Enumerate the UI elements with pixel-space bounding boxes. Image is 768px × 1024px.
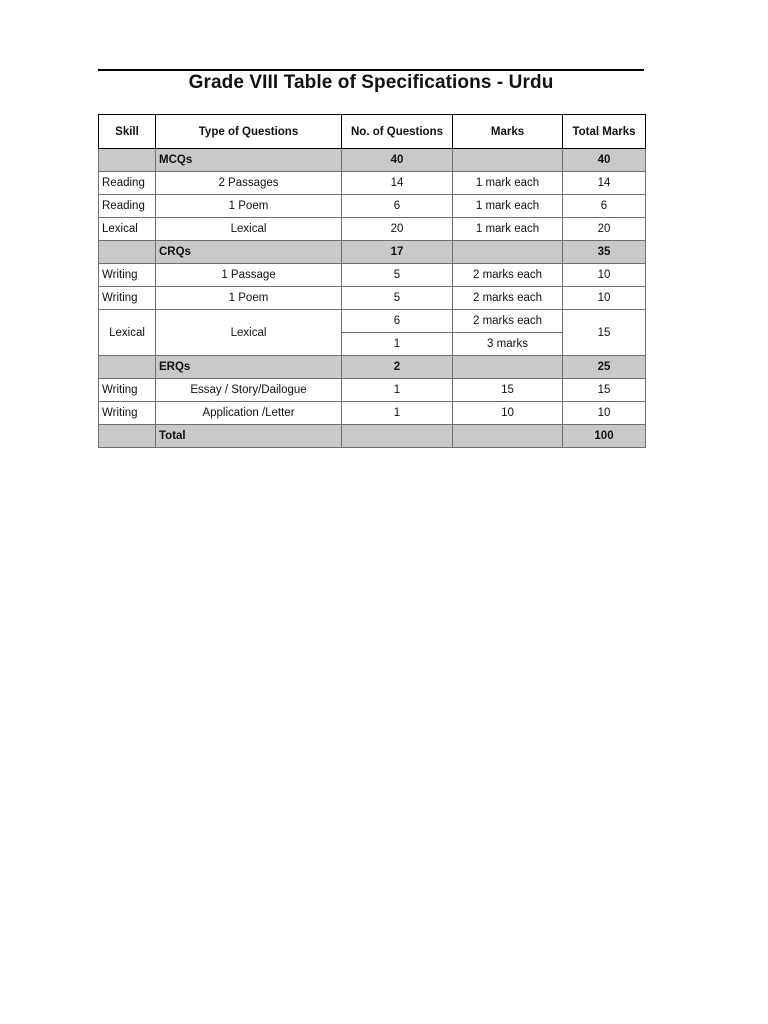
crq-label: CRQs xyxy=(156,241,342,264)
top-rule xyxy=(98,69,644,71)
header-marks: Marks xyxy=(453,115,563,149)
mcq-num: 40 xyxy=(342,149,453,172)
table-row xyxy=(99,379,646,402)
row-num: 1 xyxy=(342,402,453,425)
row-skill: Writing xyxy=(99,379,156,402)
row-type: Essay / Story/Dailogue xyxy=(156,379,342,402)
mcq-label: MCQs xyxy=(156,149,342,172)
header-skill: Skill xyxy=(99,115,156,149)
row-marks: 1 mark each xyxy=(453,218,563,241)
crq-marks-cell xyxy=(453,241,563,264)
table-row xyxy=(99,195,646,218)
header-type: Type of Questions xyxy=(156,115,342,149)
row-num: 20 xyxy=(342,218,453,241)
erq-label: ERQs xyxy=(156,356,342,379)
header-num: No. of Questions xyxy=(342,115,453,149)
row-skill: Reading xyxy=(99,195,156,218)
row-skill: Writing xyxy=(99,264,156,287)
row-type: 1 Passage xyxy=(156,264,342,287)
row-marks: 10 xyxy=(453,402,563,425)
row-total: 20 xyxy=(563,218,646,241)
row-marks: 2 marks each xyxy=(453,287,563,310)
row-num: 5 xyxy=(342,287,453,310)
erq-section-row xyxy=(99,356,646,379)
row-type: 2 Passages xyxy=(156,172,342,195)
lexical-type: Lexical xyxy=(156,310,342,356)
table-row xyxy=(99,287,646,310)
row-marks: 15 xyxy=(453,379,563,402)
table-row xyxy=(99,218,646,241)
total-skill-cell xyxy=(99,425,156,448)
lexical-marks-a: 2 marks each xyxy=(453,310,563,333)
row-skill: Lexical xyxy=(99,218,156,241)
crq-total: 35 xyxy=(563,241,646,264)
mcq-skill-cell xyxy=(99,149,156,172)
erq-total: 25 xyxy=(563,356,646,379)
row-total: 15 xyxy=(563,379,646,402)
row-skill: Reading xyxy=(99,172,156,195)
grand-total-value: 100 xyxy=(563,425,646,448)
mcq-marks-cell xyxy=(453,149,563,172)
lexical-total: 15 xyxy=(563,310,646,356)
row-type: Application /Letter xyxy=(156,402,342,425)
mcq-total: 40 xyxy=(563,149,646,172)
row-marks: 2 marks each xyxy=(453,264,563,287)
total-num-cell xyxy=(342,425,453,448)
table-row xyxy=(99,172,646,195)
row-skill: Writing xyxy=(99,287,156,310)
row-type: Lexical xyxy=(156,218,342,241)
total-row xyxy=(99,425,646,448)
row-marks: 1 mark each xyxy=(453,172,563,195)
header-total: Total Marks xyxy=(563,115,646,149)
table-row xyxy=(99,402,646,425)
erq-num: 2 xyxy=(342,356,453,379)
row-num: 14 xyxy=(342,172,453,195)
specification-table xyxy=(98,114,646,448)
total-marks-cell xyxy=(453,425,563,448)
total-label: Total xyxy=(156,425,342,448)
mcq-section-row xyxy=(99,149,646,172)
table-row xyxy=(99,264,646,287)
row-num: 1 xyxy=(342,379,453,402)
table-row xyxy=(99,310,646,333)
row-total: 10 xyxy=(563,287,646,310)
row-num: 6 xyxy=(342,195,453,218)
row-total: 10 xyxy=(563,264,646,287)
row-total: 6 xyxy=(563,195,646,218)
row-skill: Writing xyxy=(99,402,156,425)
row-type: 1 Poem xyxy=(156,195,342,218)
row-total: 14 xyxy=(563,172,646,195)
crq-skill-cell xyxy=(99,241,156,264)
erq-skill-cell xyxy=(99,356,156,379)
row-total: 10 xyxy=(563,402,646,425)
page-title: Grade VIII Table of Specifications - Urdu xyxy=(188,72,554,93)
row-marks: 1 mark each xyxy=(453,195,563,218)
header-row xyxy=(99,115,646,149)
row-num: 5 xyxy=(342,264,453,287)
row-type: 1 Poem xyxy=(156,287,342,310)
lexical-skill: Lexical xyxy=(99,310,156,356)
lexical-num-b: 1 xyxy=(342,333,453,356)
lexical-marks-b: 3 marks xyxy=(453,333,563,356)
lexical-num-a: 6 xyxy=(342,310,453,333)
erq-marks-cell xyxy=(453,356,563,379)
crq-num: 17 xyxy=(342,241,453,264)
crq-section-row xyxy=(99,241,646,264)
